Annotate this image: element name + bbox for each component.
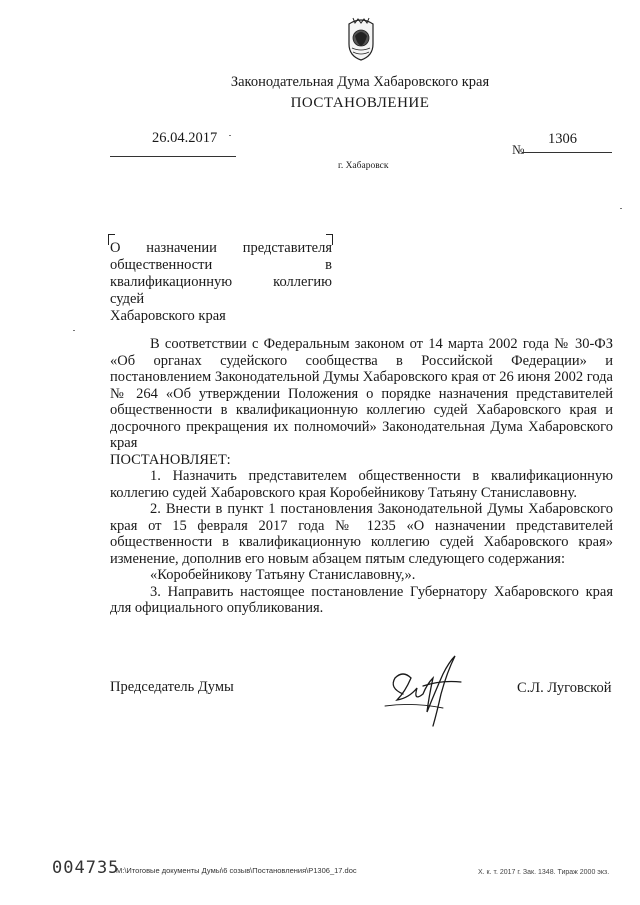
date-underline: [110, 156, 236, 157]
scan-speck: [73, 330, 75, 331]
document-date: 26.04.2017: [152, 130, 218, 146]
footer-print-info: Х. к. т. 2017 г. Зак. 1348. Тираж 2000 экз.: [478, 869, 610, 876]
number-label: №: [512, 142, 525, 157]
subject-line: Хабаровского края: [110, 308, 226, 324]
number-underline: [522, 152, 612, 153]
subject-line: квалификационную коллегию судей: [110, 274, 332, 307]
document-body: [110, 336, 613, 617]
subject-line: О назначении представителя: [110, 240, 332, 256]
city-name: г. Хабаровск: [338, 161, 389, 171]
scan-speck: [620, 208, 622, 209]
item-2-quote: «Коробейникову Татьяну Станиславовну,».: [150, 567, 416, 583]
handwritten-signature: [383, 648, 475, 730]
footer-file-path: M:\Итоговые документы Думы\6 созыв\Постановления\P1306_17.doc: [116, 866, 357, 875]
item-2: 2. Внести в пункт 1 постановления Законодательной Думы Хабаровского края от 15 февраля 2017 года № 1235 «О назначении представителей общественности в квалификационную коллегию судей Хабаровского края» изменение, дополнив его новым абзацем пятым следующего содержания:: [110, 501, 613, 567]
document-number: 1306: [548, 131, 577, 147]
resolves-heading: ПОСТАНОВЛЯЕТ:: [110, 451, 231, 468]
preamble-paragraph: В соответствии с Федеральным законом от 14 марта 2002 года № 30-ФЗ «Об органах судейского сообщества в Российской Федерации» и постановлением Законодательной Думы Хабаровского края от 26 июня 2002 года № 264 «Об утверждении Положения о порядке назначения представителей общественности в квалификационную коллегию судей Хабаровского края и досрочного прекращения их полномочий» Законодательная Дума Хабаровского края: [110, 336, 613, 451]
document-type: ПОСТАНОВЛЕНИЕ: [290, 95, 430, 111]
item-3: 3. Направить настоящее постановление Губернатору Хабаровского края для официального опубликования.: [110, 583, 613, 616]
subject-line: общественности в: [110, 257, 332, 273]
scan-speck: [229, 135, 231, 136]
signatory-position: Председатель Думы: [110, 679, 234, 695]
footer-document-number: 004735: [52, 858, 120, 878]
signatory-name: С.Л. Луговской: [517, 680, 612, 696]
item-1: 1. Назначить представителем общественности в квалификационную коллегию судей Хабаровского края Коробейникову Татьяну Станиславовну.: [110, 468, 613, 501]
coat-of-arms-icon: [343, 14, 379, 62]
document-subject: [110, 240, 332, 325]
organization-name: Законодательная Дума Хабаровского края: [230, 74, 490, 90]
